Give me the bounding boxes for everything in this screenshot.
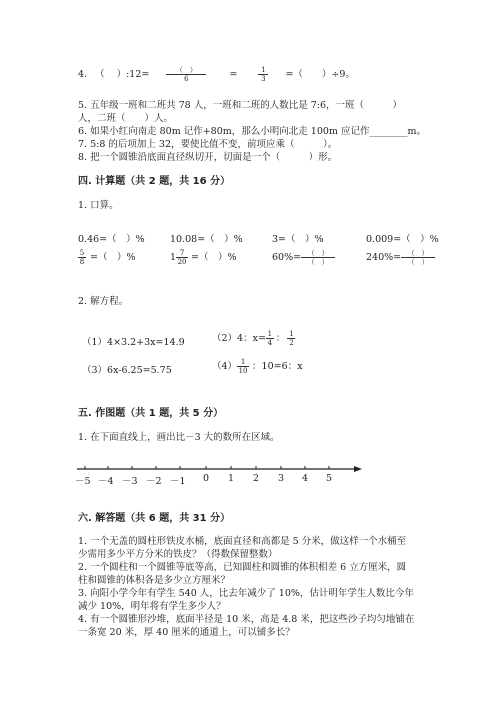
- section-5-title: 五. 作图题（共 1 题，共 5 分）: [78, 408, 224, 419]
- question-7: 7. 5:8 的后项加上 32，要使比值不变，前项应乘（ ）。: [78, 139, 338, 150]
- tick-label: 1: [228, 473, 235, 484]
- tick-label: 2: [253, 473, 260, 484]
- problem-3-line2: 减少 10%，明年将有学生多少人？: [78, 601, 226, 612]
- tick-label: 4: [302, 473, 309, 484]
- problem-2-line1: 2. 一个圆柱和一个圆锥等底等高，已知圆柱和圆锥的体积相差 6 立方厘米，圆: [78, 562, 407, 573]
- tick-label: －1: [170, 476, 186, 487]
- equation-2: （2）4：x= $\frac{1}{4}$ ： $\frac{1}{2}$: [212, 330, 294, 347]
- section-4-title: 四. 计算题（共 2 题，共 16 分）: [78, 176, 231, 187]
- tick-label: 5: [326, 473, 333, 484]
- q4-open: （: [95, 69, 105, 80]
- question-6: 6. 如果小红向南走 80m 记作+80m，那么小明向北走 100m 应记作________m。: [78, 126, 426, 137]
- problem-3-line1: 3. 向阳小学今年有学生 540 人，比去年减少了 10%，估计明年学生人数比今年: [78, 588, 414, 599]
- section-5-q1: 1. 在下面直线上，画出比－3 大的数所在区域。: [78, 432, 280, 443]
- q4-number: 4.: [78, 69, 88, 80]
- problem-4-line2: 一条宽 20 米，厚 40 厘米的通道上，可以铺多长？: [78, 627, 295, 638]
- q4-equals: =: [229, 69, 238, 80]
- mental-math-2: 10.08=（ ）%: [170, 234, 243, 245]
- q4-fraction-1: $\frac{( )}{6}$: [166, 66, 206, 83]
- q4-mid: ）:12=: [116, 69, 150, 80]
- mental-math-8: 240%= $\frac{( )}{( )}$: [366, 249, 435, 266]
- question-8: 8. 把一个圆锥沿底面直径纵切开，切面是一个（ ）形。: [78, 152, 338, 163]
- problem-2-line2: 柱和圆锥的体积各是多少立方厘米？: [78, 575, 231, 586]
- section-6-title: 六. 解答题（共 6 题，共 31 分）: [78, 513, 231, 524]
- tick-label: －2: [146, 476, 162, 487]
- problem-1-line2: 少需用多少平方分米的铁皮？（得数保留整数）: [78, 549, 278, 560]
- section-4-q2-title: 2. 解方程。: [78, 296, 129, 307]
- q4-tail: =（ ）÷9。: [285, 69, 355, 80]
- mental-math-7: 60%= $\frac{( )}{( )}$: [272, 249, 335, 266]
- q4-fraction-2: $\frac{1}{3}$: [258, 66, 268, 83]
- tick-label: 0: [203, 473, 210, 484]
- mental-math-5: $\frac{5}{8}$ =（ ）%: [79, 249, 136, 266]
- tick-label: 3: [278, 473, 285, 484]
- question-5-line1: 5. 五年级一班和二班共 78 人，一班和二班的人数比是 7:6，一班（ ）: [78, 100, 403, 111]
- tick-label: －4: [98, 476, 114, 487]
- section-4-q1-title: 1. 口算。: [78, 200, 119, 211]
- question-4: [78, 66, 355, 83]
- equation-4: （4） $\frac{1}{10}$ ：10=6：x: [212, 358, 303, 375]
- mental-math-4: 0.009=（ ）%: [366, 234, 439, 245]
- question-5-line2: 人，二班（ ）人。: [78, 113, 174, 124]
- problem-4-line1: 4. 有一个圆锥形沙堆，底面半径是 10 米，高是 4.8 米，把这些沙子均匀地铺在: [78, 614, 415, 625]
- mental-math-1: 0.46=（ ）%: [78, 234, 145, 245]
- equation-3: （3）6x-6.25=5.75: [82, 365, 172, 376]
- mental-math-6: 1 $\frac{7}{20}$ =（ ）%: [170, 249, 237, 266]
- problem-1-line1: 1. 一个无盖的圆柱形铁皮水桶，底面直径和高都是 5 分米，做这样一个水桶至: [78, 536, 407, 547]
- number-line: [77, 463, 362, 493]
- equation-1: （1）4×3.2+3x=14.9: [82, 337, 185, 348]
- mental-math-3: 3=（ ）%: [272, 234, 324, 245]
- number-line-axis: [77, 463, 362, 493]
- tick-label: －5: [75, 476, 91, 487]
- tick-label: －3: [122, 476, 138, 487]
